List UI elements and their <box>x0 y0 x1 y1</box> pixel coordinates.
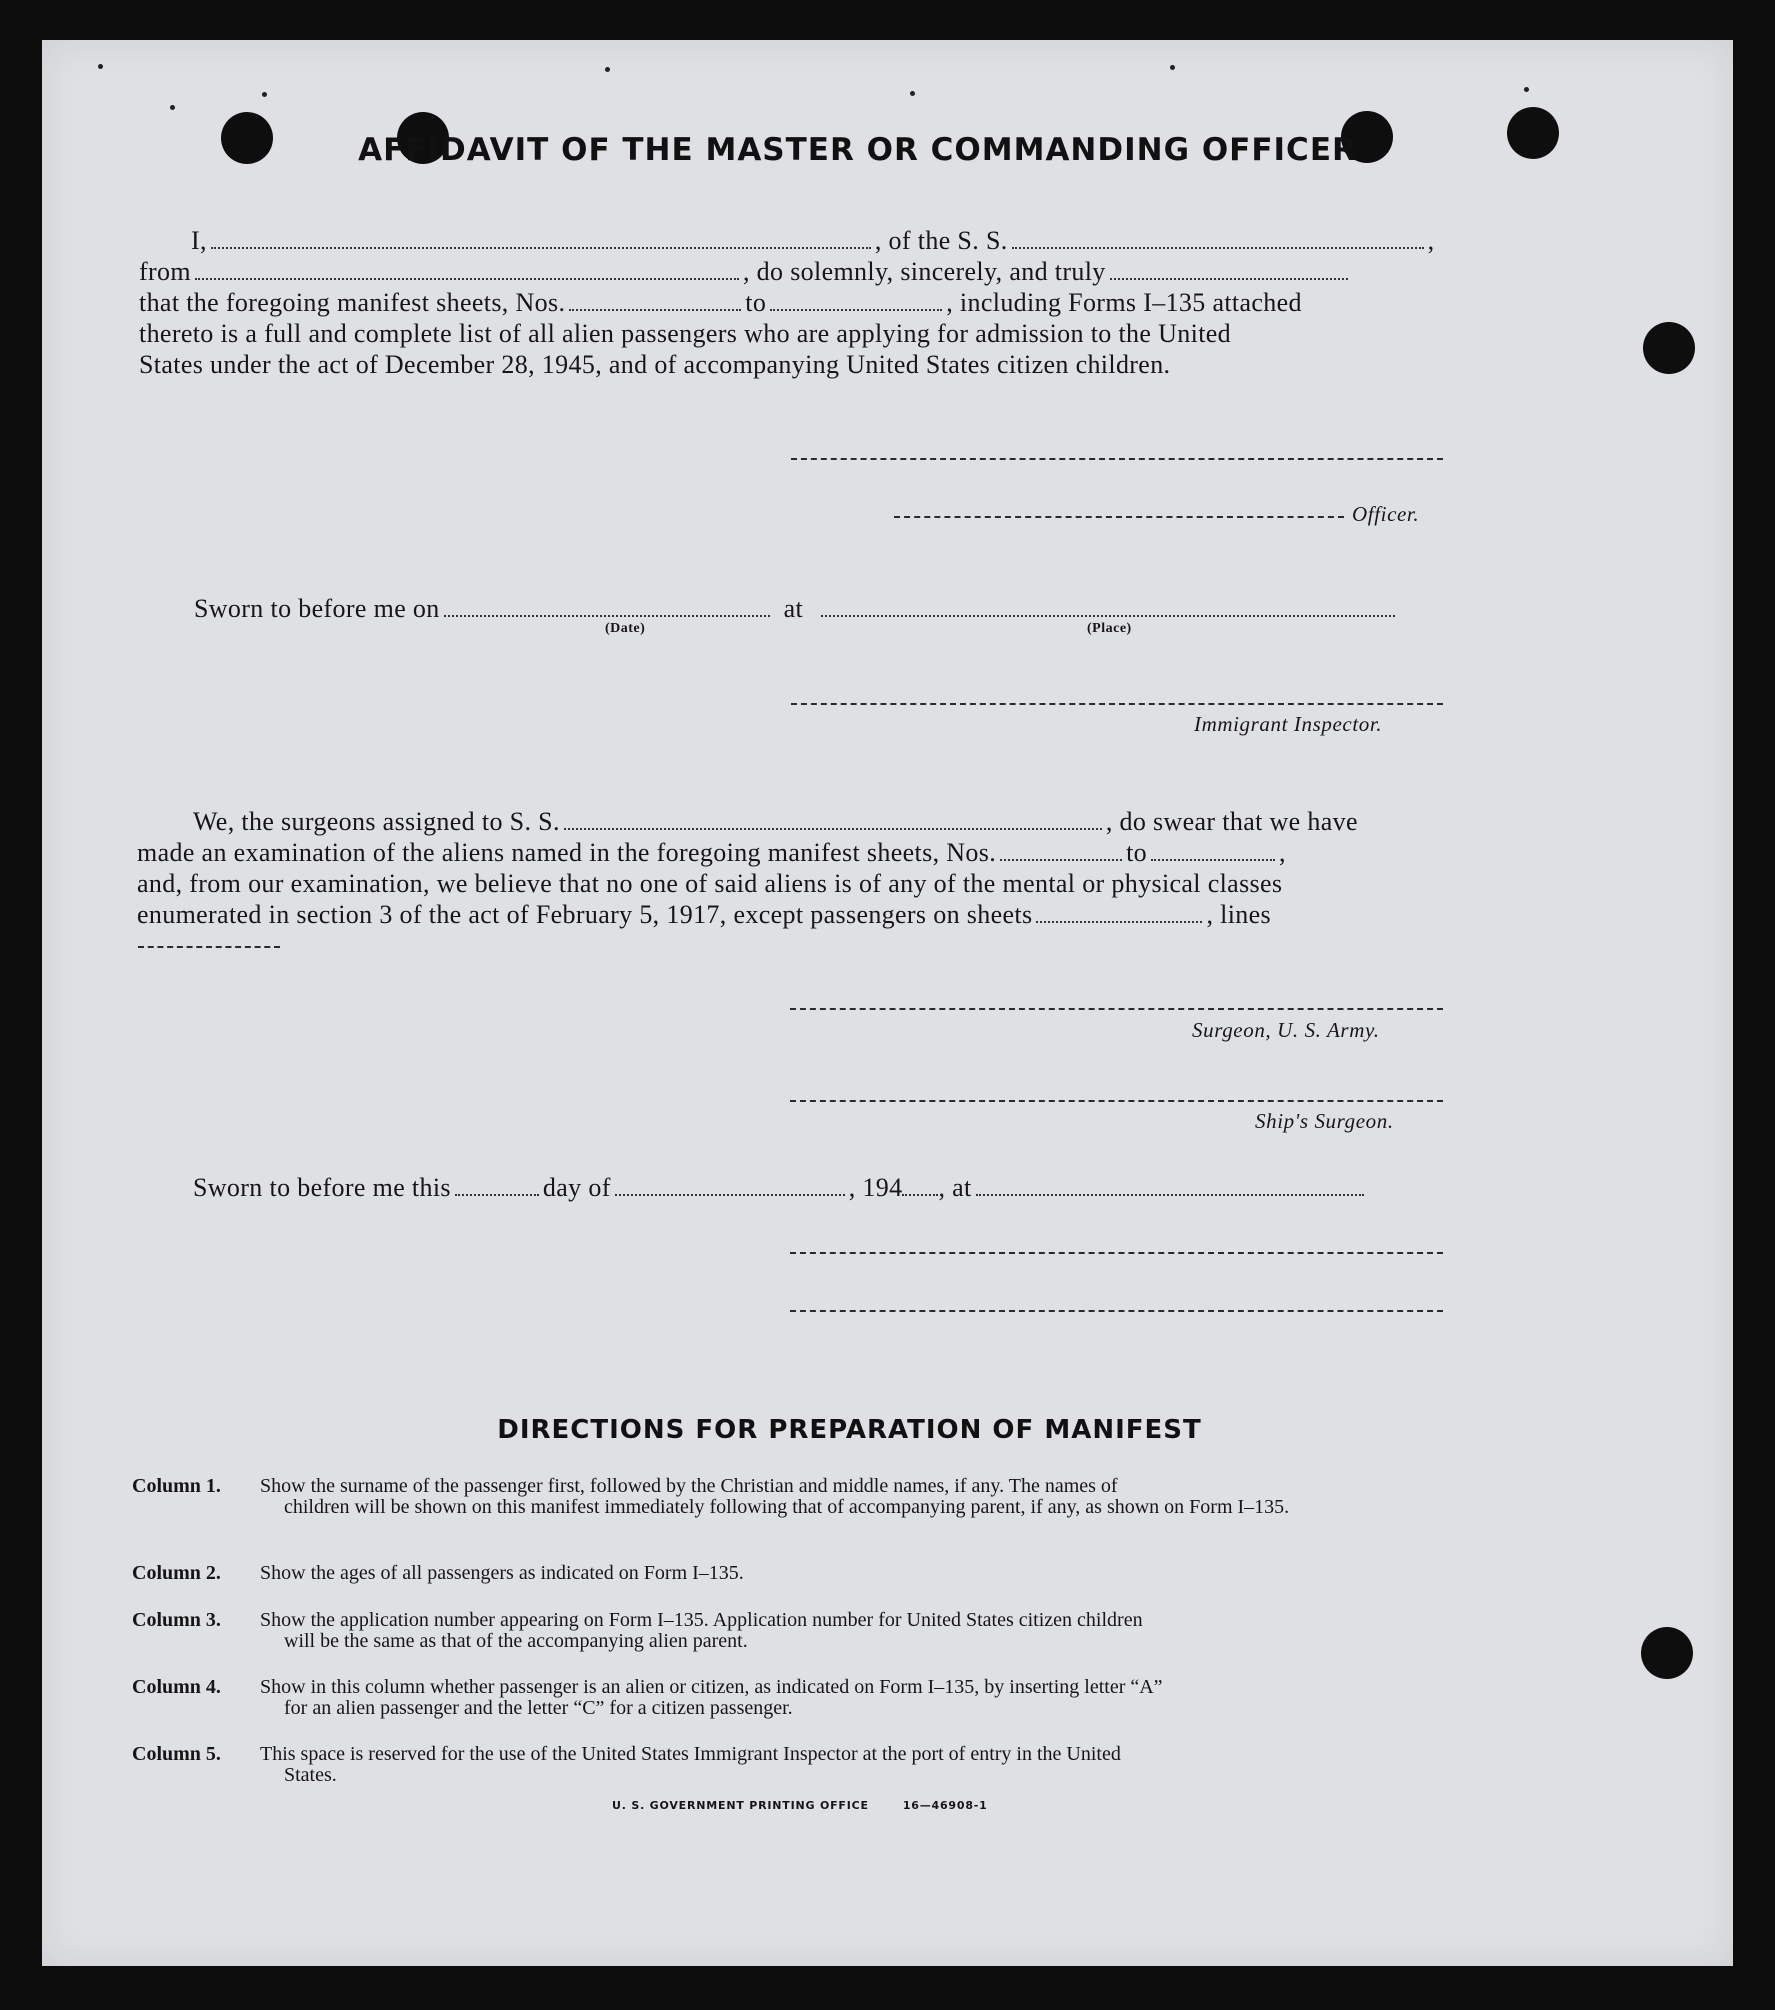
text: to <box>1126 838 1147 867</box>
inspector-label: Immigrant Inspector. <box>1194 712 1383 736</box>
text: to <box>745 288 767 317</box>
text: , including Forms I–135 attached <box>946 288 1302 317</box>
affidavit-line-2 <box>139 256 1352 287</box>
affidavit-title: AFFIDAVIT OF THE MASTER OR COMMANDING OFFICER <box>358 132 1357 168</box>
text: day of <box>542 1173 611 1202</box>
ship-surgeon-label: Ship's Surgeon. <box>1255 1109 1394 1133</box>
text: , do solemnly, sincerely, and truly <box>742 257 1106 286</box>
lines-field[interactable] <box>138 946 280 948</box>
port-from-field[interactable] <box>195 258 739 280</box>
place-caption: (Place) <box>1087 621 1132 636</box>
sworn-date-field[interactable] <box>444 595 770 617</box>
direction-item <box>132 1610 1452 1654</box>
punch-hole <box>1643 322 1695 374</box>
text: , at <box>938 1173 972 1202</box>
sworn-line-2 <box>193 1172 1368 1203</box>
text: This space is reserved for the use of the United States Immigrant Inspector at the port of entry in the United <box>260 1743 1121 1765</box>
punch-hole <box>1641 1627 1693 1679</box>
text: made an examination of the aliens named in the foregoing manifest sheets, Nos. <box>137 838 997 867</box>
text: Show the surname of the passenger first, followed by the Christian and middle names, if any. The names of <box>260 1475 1118 1497</box>
affidavit-line-4: thereto is a full and complete list of all alien passengers who are applying for admission to the United <box>139 319 1232 348</box>
direction-item <box>132 1476 1452 1536</box>
scan-speck <box>262 92 267 97</box>
text: Show the ages of all passengers as indicated on Form I–135. <box>260 1562 744 1584</box>
form-sheet <box>42 40 1733 1966</box>
direction-item <box>132 1677 1452 1721</box>
text: States. <box>284 1764 337 1786</box>
sheet-to-field[interactable] <box>770 289 942 311</box>
text: 16—46908-1 <box>902 1799 988 1812</box>
direction-text <box>260 1476 1446 1518</box>
text: , of the S. S. <box>874 226 1008 255</box>
sworn-year-field[interactable] <box>902 1174 938 1196</box>
master-name-field[interactable] <box>211 227 871 249</box>
except-sheets-field[interactable] <box>1036 901 1202 923</box>
scan-speck <box>98 64 103 69</box>
officer-signature-line[interactable] <box>791 458 1443 460</box>
text: , <box>1279 838 1286 867</box>
column-label: Column 4. <box>132 1676 221 1698</box>
officer-title-line[interactable] <box>894 516 1344 518</box>
surgeons-line-3: and, from our examination, we believe that no one of said aliens is of any of the mental or physical classes <box>137 869 1283 898</box>
sworn-place-field[interactable] <box>821 595 1395 617</box>
ship-name-field[interactable] <box>1012 227 1424 249</box>
surgeons-line-2 <box>137 837 1286 868</box>
sworn-line-1 <box>194 593 1399 624</box>
text: , <box>1427 226 1435 255</box>
printer-imprint <box>612 1799 988 1812</box>
affidavit-line-1 <box>191 225 1434 256</box>
text: , lines <box>1206 900 1272 929</box>
direction-text <box>260 1677 1446 1719</box>
direction-text <box>260 1744 1446 1786</box>
surgeon-ship-field[interactable] <box>564 808 1102 830</box>
column-label: Column 3. <box>132 1609 221 1631</box>
text: , do swear that we have <box>1105 807 1358 836</box>
text: children will be shown on this manifest immediately following that of accompanying parent, if any, as shown on Form I–135. <box>284 1496 1290 1518</box>
surgeons-line-4 <box>137 899 1271 930</box>
text: will be the same as that of the accompanying alien parent. <box>284 1630 748 1652</box>
scan-speck <box>170 105 175 110</box>
surgeons-line-1 <box>193 806 1358 837</box>
oath-word-field[interactable] <box>1110 258 1348 280</box>
direction-text <box>260 1610 1446 1652</box>
ship-surgeon-signature-line[interactable] <box>790 1100 1443 1102</box>
surgeon-sheet-to-field[interactable] <box>1151 839 1275 861</box>
column-label: Column 2. <box>132 1562 221 1584</box>
officer-label: Officer. <box>1352 502 1420 526</box>
column-label: Column 5. <box>132 1743 221 1765</box>
text: at <box>783 594 804 623</box>
army-surgeon-label: Surgeon, U. S. Army. <box>1192 1018 1380 1042</box>
affidavit-line-5: States under the act of December 28, 1945, and of accompanying United States citizen children. <box>139 350 1171 379</box>
sworn-day-field[interactable] <box>455 1174 539 1196</box>
text: for an alien passenger and the letter “C” for a citizen passenger. <box>284 1697 793 1719</box>
text: U. S. GOVERNMENT PRINTING OFFICE <box>612 1799 869 1812</box>
text: from <box>139 257 191 286</box>
directions-title: DIRECTIONS FOR PREPARATION OF MANIFEST <box>497 1415 1202 1445</box>
scan-speck <box>605 67 610 72</box>
sworn-month-field[interactable] <box>615 1174 845 1196</box>
text: We, the surgeons assigned to S. S. <box>193 807 560 836</box>
scan-speck <box>910 91 915 96</box>
text: Sworn to before me this <box>193 1173 451 1202</box>
text: that the foregoing manifest sheets, Nos. <box>139 288 566 317</box>
army-surgeon-signature-line[interactable] <box>790 1008 1443 1010</box>
direction-text <box>260 1563 1446 1584</box>
text: Sworn to before me on <box>194 594 440 623</box>
direction-item <box>132 1744 1452 1788</box>
sheet-from-field[interactable] <box>569 289 741 311</box>
scan-speck <box>1524 87 1529 92</box>
signature-line-upper[interactable] <box>790 1252 1443 1254</box>
sworn-at-field[interactable] <box>976 1174 1364 1196</box>
surgeon-sheet-from-field[interactable] <box>1000 839 1122 861</box>
text: Show the application number appearing on Form I–135. Application number for United States citizen children <box>260 1609 1143 1631</box>
inspector-signature-line[interactable] <box>791 703 1443 705</box>
text: Show in this column whether passenger is an alien or citizen, as indicated on Form I–135, by inserting letter “A” <box>260 1676 1163 1698</box>
affidavit-line-3 <box>139 287 1302 318</box>
text: , 194 <box>848 1173 903 1202</box>
text: I, <box>191 226 207 255</box>
scan-speck <box>1170 65 1175 70</box>
date-caption: (Date) <box>605 621 646 636</box>
text: enumerated in section 3 of the act of February 5, 1917, except passengers on sheets <box>137 900 1033 929</box>
direction-item <box>132 1563 1452 1587</box>
column-label: Column 1. <box>132 1475 221 1497</box>
signature-line-lower[interactable] <box>790 1310 1443 1312</box>
